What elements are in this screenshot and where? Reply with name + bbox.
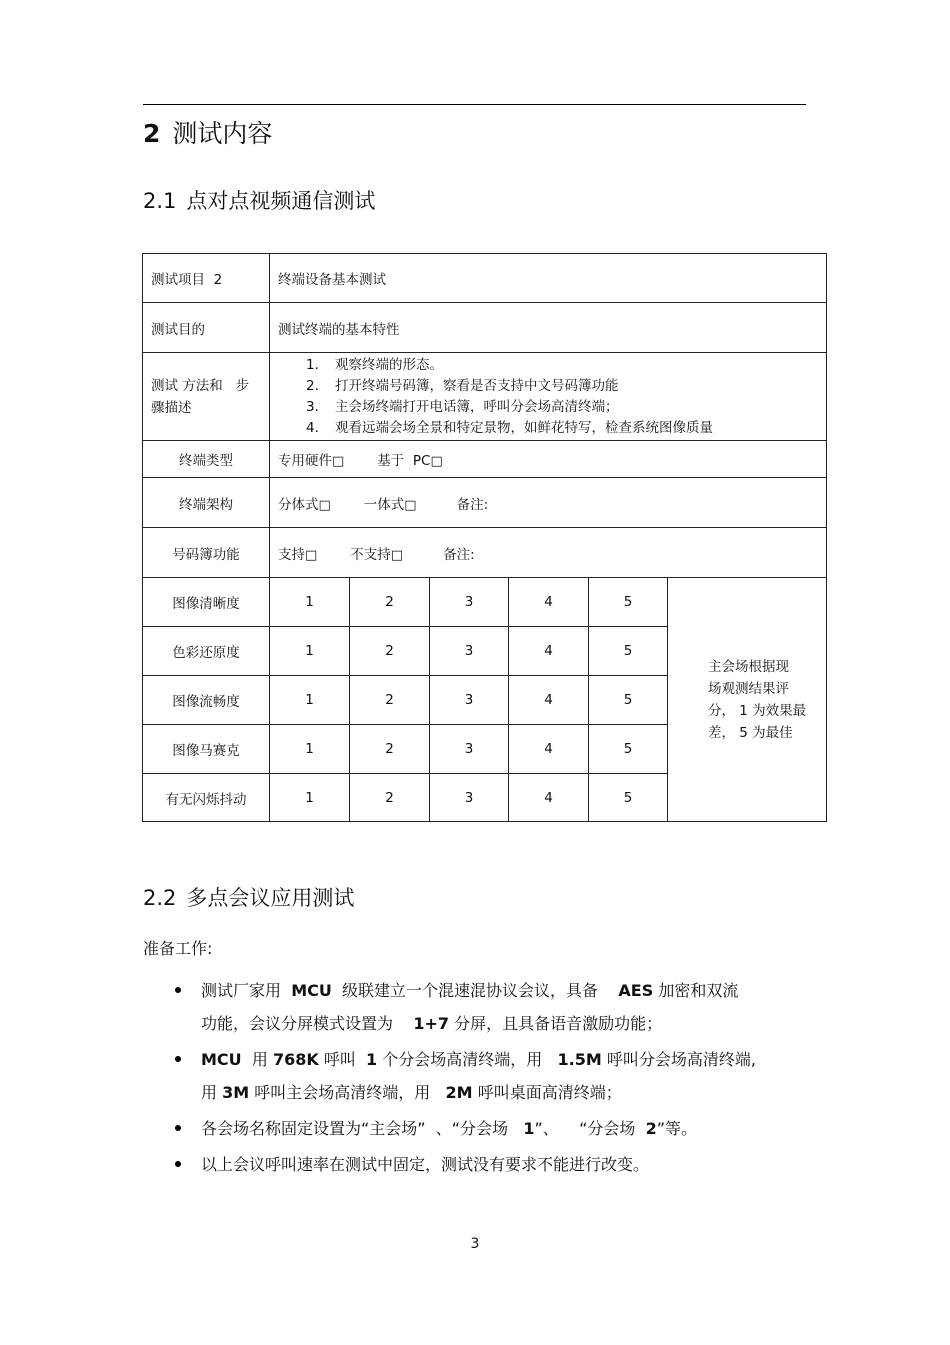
score-option[interactable]: 3 <box>430 725 509 774</box>
score-option[interactable]: 5 <box>589 627 668 676</box>
subsection-title: 多点会议应用测试 <box>186 886 355 910</box>
checkbox[interactable]: □ <box>305 547 318 563</box>
score-note: 主会场根据现 场观测结果评 分， 1 为效果最 差， 5 为最佳 <box>668 578 827 822</box>
method-label: 测试 方法和 步 骤描述 <box>143 353 270 441</box>
score-option[interactable]: 5 <box>589 774 668 822</box>
subsection-number: 2.2 <box>143 886 177 910</box>
prep-heading: 准备工作: <box>143 939 213 958</box>
subsection-heading-2-1 <box>143 186 375 216</box>
checkbox[interactable]: □ <box>318 497 331 513</box>
score-option[interactable]: 3 <box>430 578 509 627</box>
terminal-arch-options: 分体式□ 一体式□ 备注: <box>270 478 827 528</box>
score-option[interactable]: 2 <box>350 627 430 676</box>
score-option[interactable]: 5 <box>589 676 668 725</box>
bullet-dot <box>175 987 181 993</box>
score-label: 有无闪烁抖动 <box>143 774 270 822</box>
score-option[interactable]: 2 <box>350 725 430 774</box>
checkbox[interactable]: □ <box>390 547 404 563</box>
terminal-arch-label: 终端架构 <box>143 478 270 528</box>
bullet-dot <box>175 1161 181 1167</box>
method-steps <box>270 353 827 441</box>
checkbox[interactable]: □ <box>332 454 345 469</box>
test-item-name: 终端设备基本测试 <box>270 254 827 303</box>
row-test-item <box>143 254 827 303</box>
purpose-label: 测试目的 <box>143 303 270 353</box>
score-option[interactable]: 4 <box>509 725 589 774</box>
subsection-number: 2.1 <box>143 189 177 213</box>
score-option[interactable]: 4 <box>509 676 589 725</box>
score-option[interactable]: 1 <box>270 676 350 725</box>
score-option[interactable]: 2 <box>350 676 430 725</box>
phonebook-label: 号码簿功能 <box>143 528 270 578</box>
terminal-type-label: 终端类型 <box>143 441 270 478</box>
score-option[interactable]: 2 <box>350 774 430 822</box>
subsection-title: 点对点视频通信测试 <box>186 189 376 213</box>
list-item: 以上会议呼叫速率在测试中固定，测试没有要求不能进行改变。 <box>170 1148 810 1181</box>
score-option[interactable]: 1 <box>270 725 350 774</box>
score-option[interactable]: 3 <box>430 774 509 822</box>
score-option[interactable]: 3 <box>430 676 509 725</box>
score-option[interactable]: 4 <box>509 774 589 822</box>
terminal-type-options: 专用硬件□ 基于 PC□ <box>270 441 827 478</box>
score-option[interactable]: 1 <box>270 627 350 676</box>
list-item: 测试厂家用 MCU 级联建立一个混速混协议会议，具备 AES 加密和双流 功能，会议分屏模式设置为 1+7 分屏，且具备语音激励功能； <box>170 974 810 1040</box>
checkbox[interactable]: □ <box>430 454 443 469</box>
score-option[interactable]: 4 <box>509 627 589 676</box>
score-option[interactable]: 5 <box>589 578 668 627</box>
score-label: 图像流畅度 <box>143 676 270 725</box>
test-table <box>142 253 827 822</box>
score-option[interactable]: 1 <box>270 578 350 627</box>
score-label: 图像马赛克 <box>143 725 270 774</box>
score-option[interactable]: 3 <box>430 627 509 676</box>
score-label: 图像清晰度 <box>143 578 270 627</box>
bullet-dot <box>175 1056 181 1062</box>
score-option[interactable]: 5 <box>589 725 668 774</box>
score-option[interactable]: 4 <box>509 578 589 627</box>
row-method <box>143 353 827 441</box>
score-option[interactable]: 1 <box>270 774 350 822</box>
subsection-heading-2-2 <box>143 883 354 913</box>
section-heading <box>143 117 272 151</box>
list-item: MCU 用 768K 呼叫 1 个分会场高清终端，用 1.5M 呼叫分会场高清终端, 用 3M 呼叫主会场高清终端，用 2M 呼叫桌面高清终端； <box>170 1043 810 1109</box>
purpose-value: 测试终端的基本特性 <box>270 303 827 353</box>
section-number: 2 <box>143 119 161 148</box>
score-row <box>143 578 827 627</box>
step-item: 1. 观察终端的形态。 <box>306 356 443 373</box>
phonebook-options: 支持□ 不支持□ 备注: <box>270 528 827 578</box>
step-item: 4. 观看远端会场全景和特定景物，如鲜花特写，检查系统图像质量 <box>306 419 713 436</box>
page-number: 3 <box>470 1236 480 1252</box>
score-label: 色彩还原度 <box>143 627 270 676</box>
step-item: 2. 打开终端号码簿，察看是否支持中文号码簿功能 <box>306 377 619 394</box>
score-option[interactable]: 2 <box>350 578 430 627</box>
step-item: 3. 主会场终端打开电话簿，呼叫分会场高清终端； <box>306 398 619 415</box>
row-terminal-arch <box>143 478 827 528</box>
bullet-list <box>170 974 810 1184</box>
row-terminal-type <box>143 441 827 478</box>
row-purpose <box>143 303 827 353</box>
checkbox[interactable]: □ <box>404 497 417 513</box>
section-title: 测试内容 <box>172 119 273 148</box>
list-item: 各会场名称固定设置为“主会场” 、“分会场 1”、 “分会场 2”等。 <box>170 1112 810 1145</box>
header-rule <box>143 104 806 105</box>
test-item-label: 测试项目 2 <box>143 254 270 303</box>
bullet-dot <box>175 1125 181 1131</box>
row-phonebook <box>143 528 827 578</box>
